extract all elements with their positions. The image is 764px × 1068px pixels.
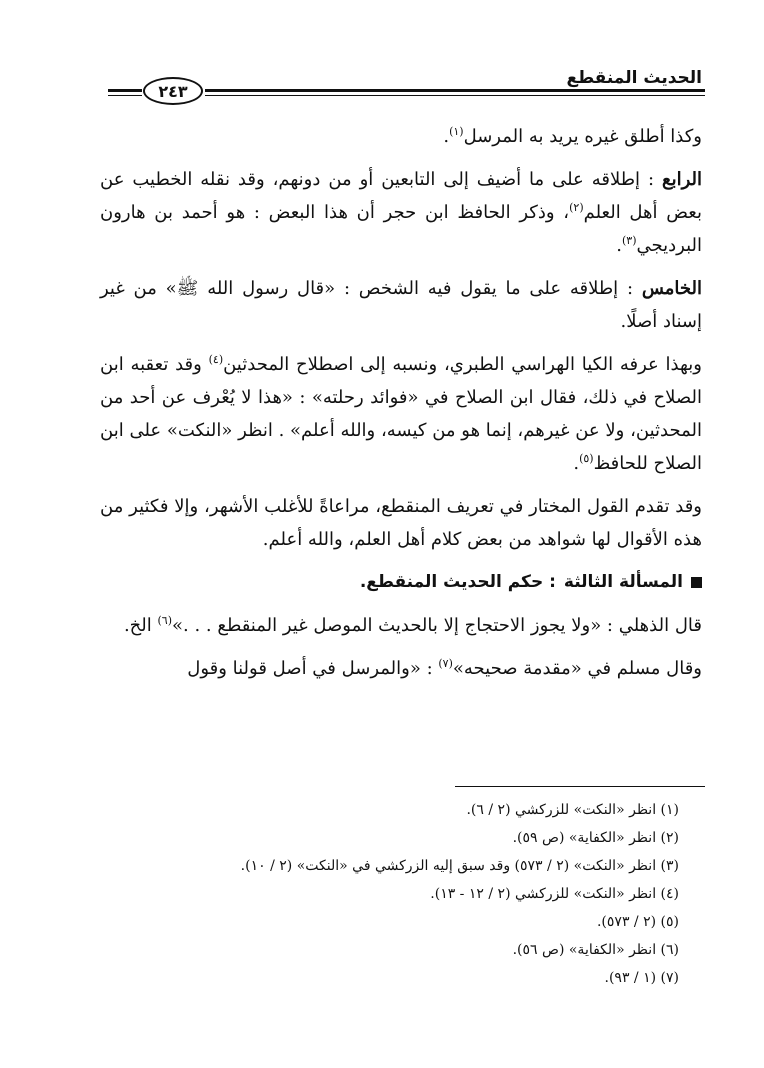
paragraph-3: الخامس : إطلاقه على ما يقول فيه الشخص : «قال رسول الله ﷺ» من غير إسناد أصلًا. [100,278,702,332]
section-title: : حكم الحديث المنقطع. [359,572,556,592]
running-title: الحديث المنقطع [566,68,702,88]
footnote-item: (٣) انظر «النكت» (٢ / ٥٧٣) وقد سبق إليه الزركشي في «النكت» (٢ / ١٠). [240,858,679,874]
footnote-item: (٥) (٢ / ٥٧٣). [596,914,679,930]
page-number [143,77,203,105]
footnote-item: (٤) انظر «النكت» للزركشي (٢ / ١٢ - ١٣). [430,886,679,902]
paragraph-4: وبهذا عرفه الكيا الهراسي الطبري، ونسبه إلى اصطلاح المحدثين$^{(٤)}$ وقد تعقبه ابن الصلاح في ذلك، فقال ابن الصلاح في «فوائد رحلته» : «هذا لا يُعْرف عن أحد من المحدثين، ولا عن غيرهم، إنما هو من كيسه، والله أعلم» . انظر «النكت» على ابن الصلاح للحافظ$^{(٥)}$. [100,353,702,474]
term-heading: الرابع [661,169,702,190]
footnote-ref: (١) [449,125,464,138]
paragraph-2: الرابع : إطلاقه على ما أضيف إلى التابعين أو من دونهم، وقد نقله الخطيب عن بعض أهل العلم$^{(٢)}$، وذكر الحافظ ابن حجر أن هذا البعض : هو أحمد بن هارون البرديجي$^{(٣)}$. [100,169,702,256]
header-rule-left [108,89,142,92]
section-heading [100,566,702,599]
page-number-text: ٢٤٣ [158,81,188,101]
footnote-item: (١) انظر «النكت» للزركشي (٢ / ٦). [466,802,679,818]
footnote-ref: (٦) [157,614,173,627]
footnotes [100,796,679,992]
footnote-ref: (٤) [208,353,224,366]
footnote-ref: (٥) [579,452,594,465]
paragraph-6: قال الذهلي : «ولا يجوز الاحتجاج إلا بالحديث الموصل غير المنقطع . . .»$^{(٦)}$ الخ. [123,614,702,636]
footnote-ref: (٣) [621,234,637,247]
footnote-ref: (٢) [569,201,584,214]
paragraph-7: وقال مسلم في «مقدمة صحيحه»$^{(٧)}$ : «والمرسل في أصل قولنا وقول [187,657,702,679]
footnote-item: (٧) (١ / ٩٣). [604,970,679,986]
square-bullet-icon [691,577,702,588]
footnote-ref: (٧) [438,657,453,670]
paragraph-1: وكذا أطلق غيره يريد به المرسل$^{(١)}$. [443,125,702,147]
section-label: المسألة الثالثة [563,572,683,592]
header-rule-left-thin [108,95,142,96]
term-heading: الخامس [641,278,702,299]
header-rule [205,89,705,92]
footnote-item: (٦) انظر «الكفاية» (ص ٥٦). [512,942,679,958]
header-rule-thin [205,95,705,96]
footnote-separator [455,786,705,787]
footnote-item: (٢) انظر «الكفاية» (ص ٥٩). [512,830,679,846]
body-text [100,120,702,695]
paragraph-5: وقد تقدم القول المختار في تعريف المنقطع، مراعاةً للأغلب الأشهر، وإلا فكثير من هذه الأقوال لها شواهد من بعض كلام أهل العلم، والله أعلم. [100,496,702,550]
